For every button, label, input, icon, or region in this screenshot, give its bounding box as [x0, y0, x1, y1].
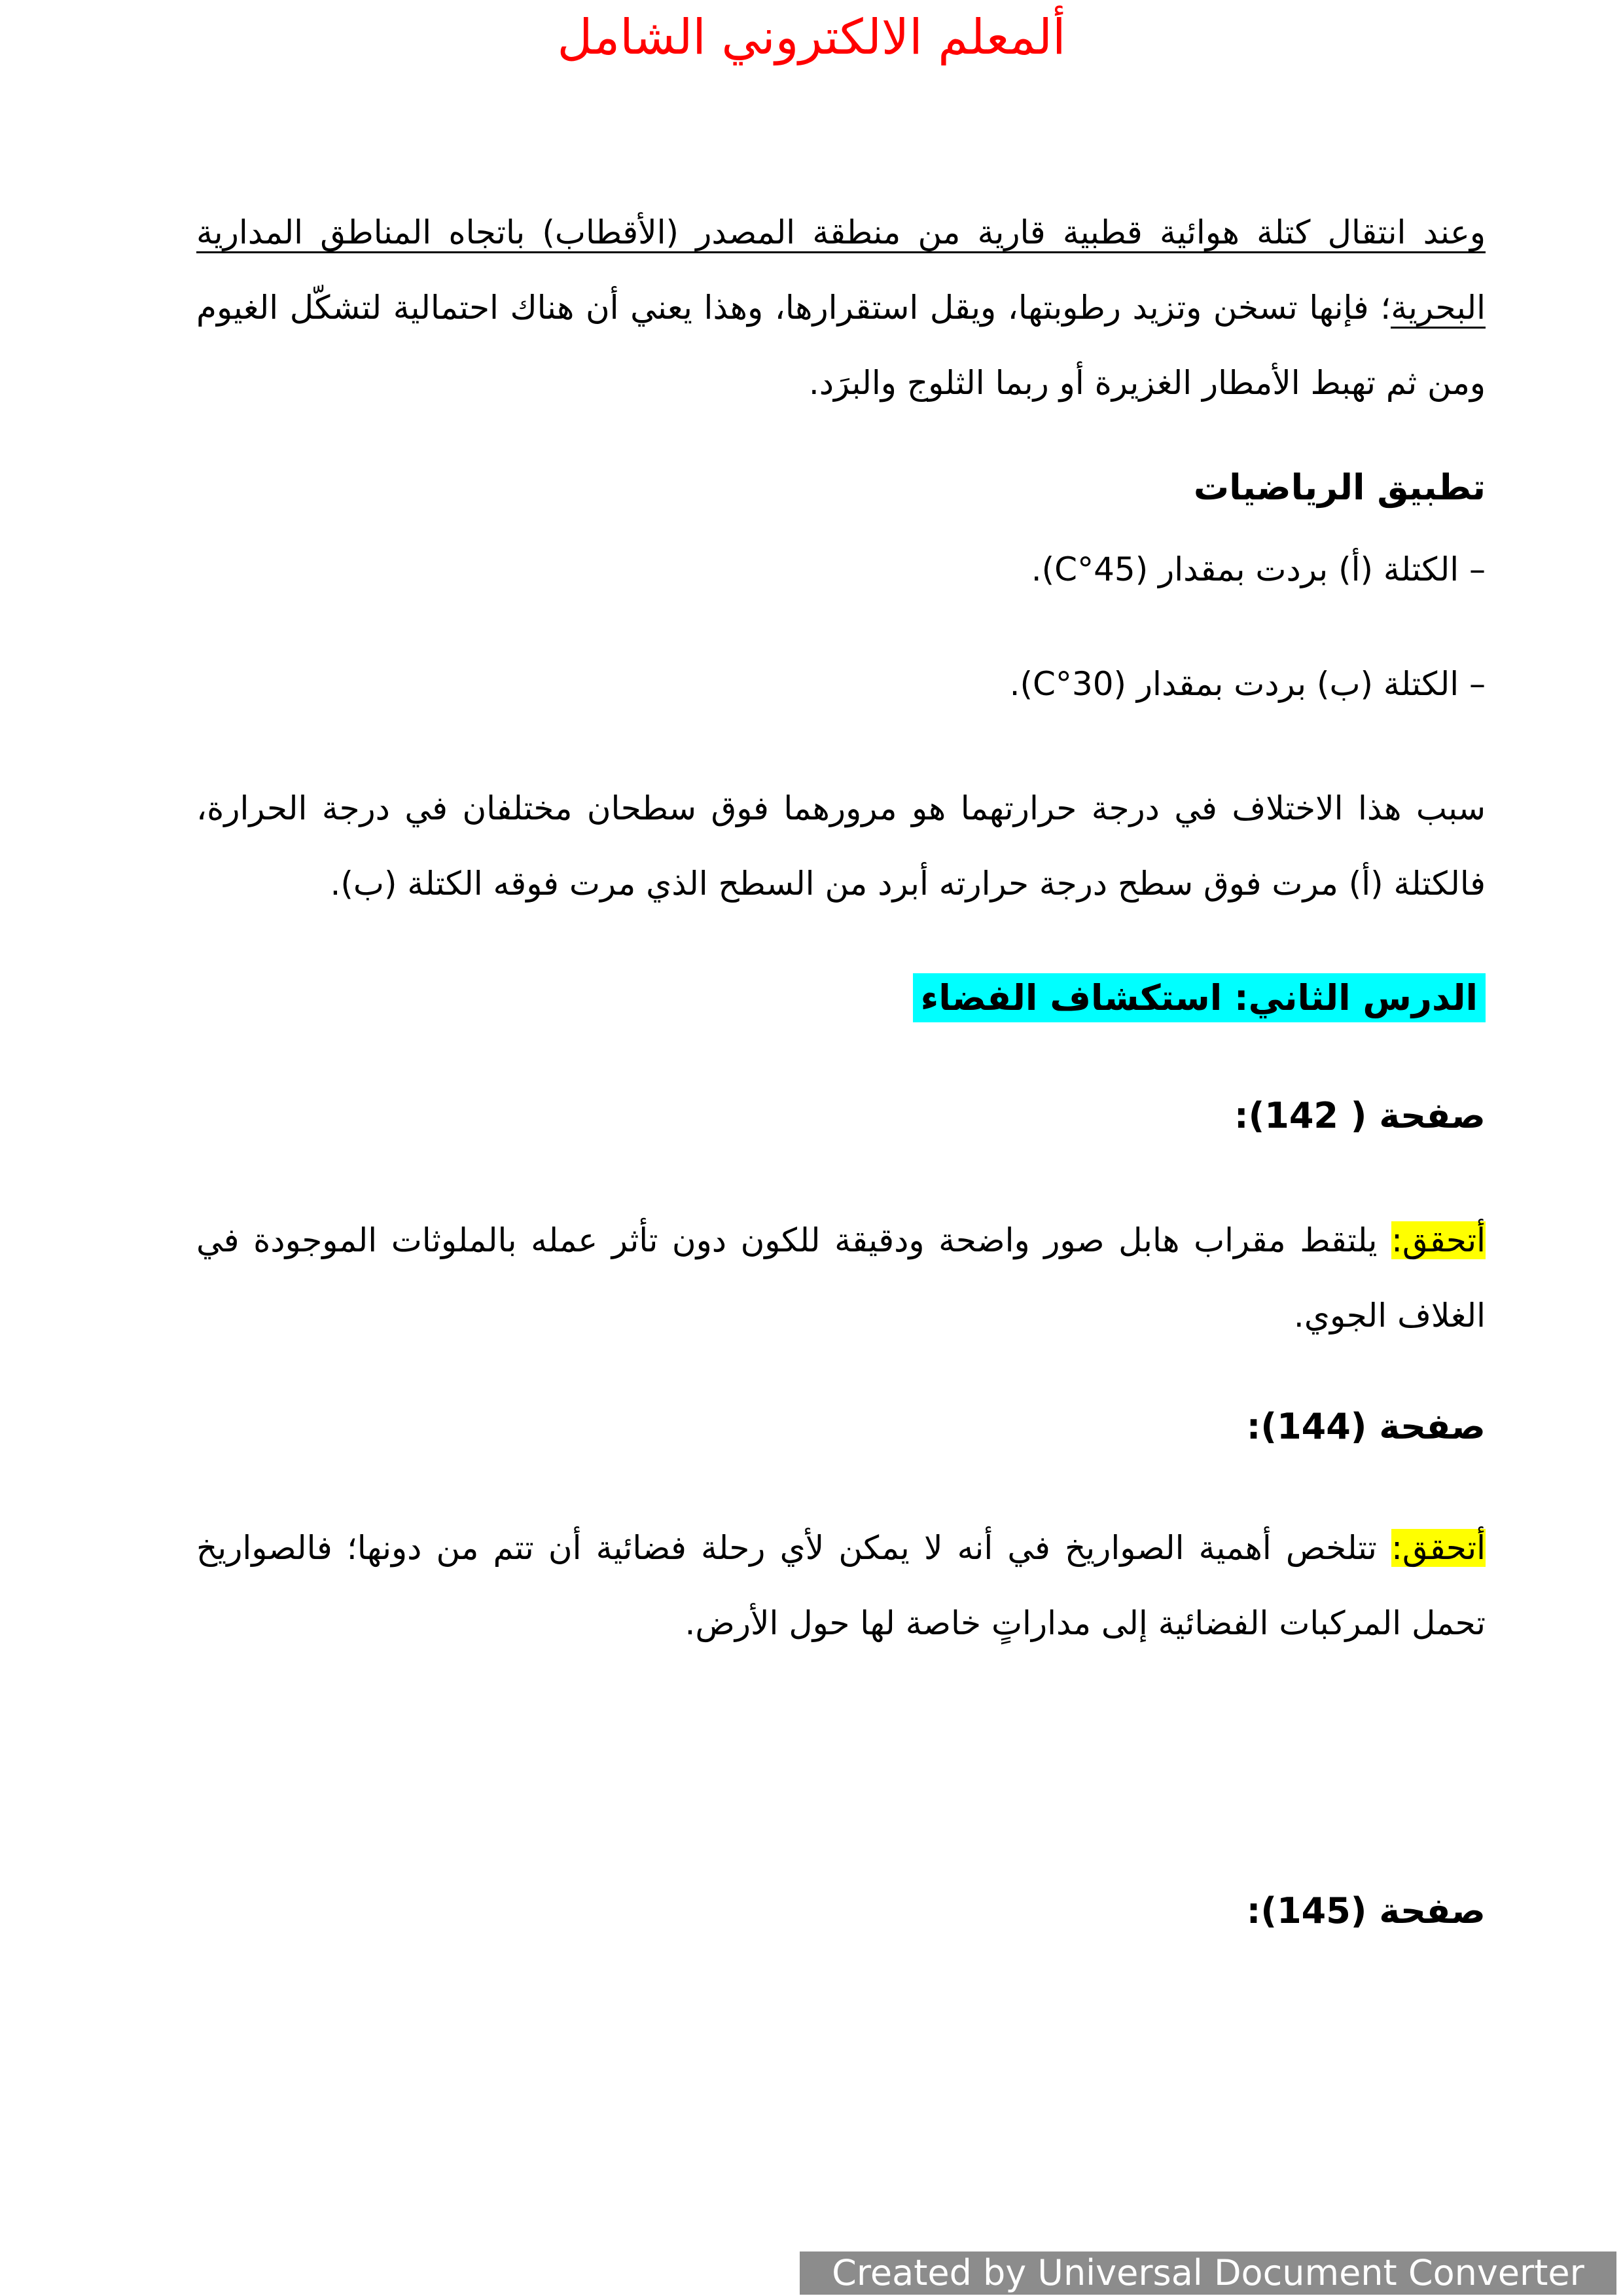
check-144-line2: تحمل المركبات الفضائية إلى مداراتٍ خاصة لها حول الأرض.: [685, 1604, 1486, 1642]
check-142-line1: [196, 1214, 1486, 1266]
check-144-text: تتلخص أهمية الصواريخ في أنه لا يمكن لأي رحلة فضائية أن تتم من دونها؛ فالصواريخ: [196, 1529, 1392, 1567]
converter-watermark: Created by Universal Document Converter: [800, 2251, 1616, 2295]
paragraph2-line2: فالكتلة (أ) مرت فوق سطح درجة حرارته أبرد من السطح الذي مرت فوقه الكتلة (ب).: [330, 865, 1486, 903]
paragraph2-line1: سبب هذا الاختلاف في درجة حرارتهما هو مرورهما فوق سطحان مختلفان في درجة الحرارة،: [196, 789, 1486, 827]
paragraph1-line3: ومن ثم تهبط الأمطار الغزيرة أو ربما الثلوج والبرَد.: [808, 364, 1486, 402]
paragraph1-line2: [196, 281, 1486, 334]
paragraph1-line1: [196, 206, 1486, 259]
lesson-title-text: الدرس الثاني: استكشاف الفضاء: [913, 973, 1486, 1022]
page-label-144: صفحة (144):: [1246, 1406, 1486, 1447]
check-label: أتحقق:: [1391, 1529, 1486, 1567]
check-142-line2: الغلاف الجوي.: [1293, 1297, 1486, 1335]
page-header-title: ألمعلم الالكتروني الشامل: [557, 9, 1066, 65]
math-item-b: – الكتلة (ب) بردت بمقدار (30°C).: [1009, 665, 1486, 703]
paragraph1-line1-text: وعند انتقال كتلة هوائية قطبية قارية من منطقة المصدر (الأقطاب) باتجاه المناطق المدارية: [196, 213, 1486, 253]
page-label-145: صفحة (145):: [1246, 1890, 1486, 1931]
math-heading: تطبيق الرياضيات: [1193, 467, 1486, 508]
check-144-line1: [196, 1522, 1486, 1574]
math-item-a: – الكتلة (أ) بردت بمقدار (45°C).: [1031, 550, 1486, 588]
underlined-word: البحرية: [1391, 289, 1486, 329]
paragraph1-line2-text: ؛ فإنها تسخن وتزيد رطوبتها، ويقل استقرارها، وهذا يعني أن هناك احتمالية لتشكّل الغيوم: [196, 289, 1391, 327]
lesson-title: [913, 972, 1486, 1024]
page-label-142: صفحة ( 142):: [1234, 1095, 1486, 1136]
check-142-text: يلتقط مقراب هابل صور واضحة ودقيقة للكون دون تأثر عمله بالملوثات الموجودة في: [196, 1221, 1392, 1259]
check-label: أتحقق:: [1391, 1221, 1486, 1259]
